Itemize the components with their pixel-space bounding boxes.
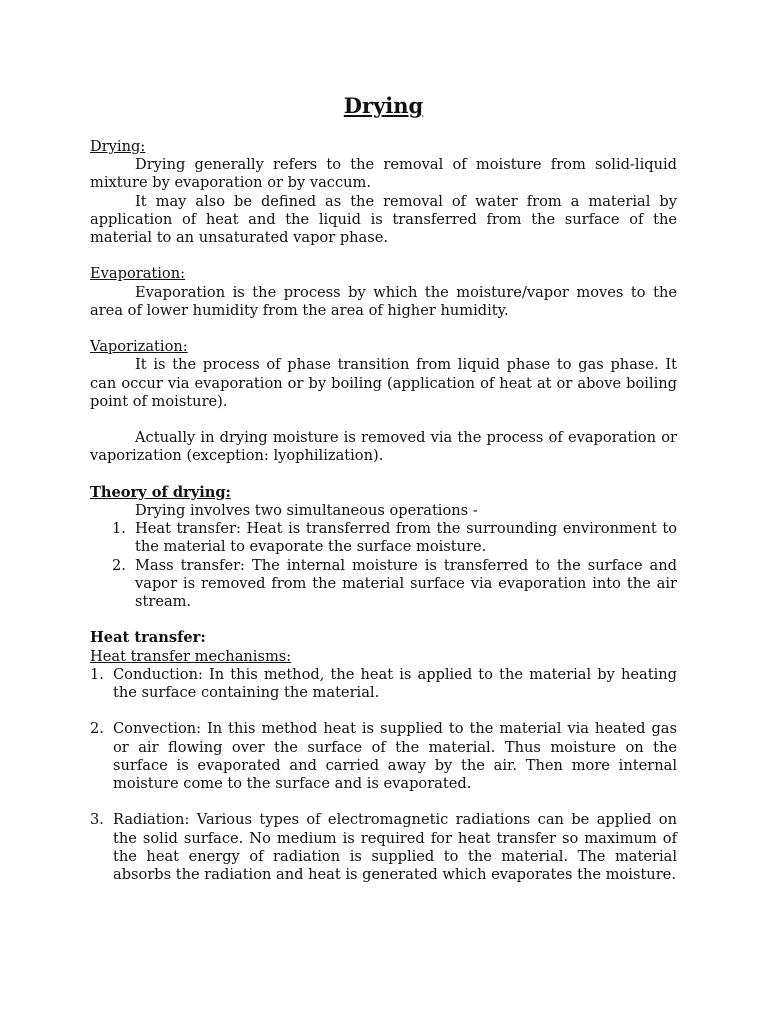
list-item-number: 1.	[112, 520, 126, 538]
theory-list	[90, 520, 677, 611]
section-heading-drying: Drying:	[90, 138, 146, 155]
list-item-text: Heat transfer: Heat is transferred from the surrounding environment to the material to evaporate the surface moisture.	[135, 520, 677, 556]
list-item-text: Convection: In this method heat is supplied to the material via heated gas or air flowing over the surface of the material. Thus moisture on the surface is evaporated and carried away by the air. Then more internal moisture come to the surface and is evaporated.	[113, 720, 677, 793]
subheading-heat-transfer-mechanisms: Heat transfer mechanisms:	[90, 647, 292, 665]
list-item	[90, 811, 677, 884]
list-item-number: 3.	[90, 811, 104, 829]
list-item	[90, 720, 677, 793]
list-item	[112, 520, 677, 556]
list-item	[112, 556, 677, 612]
spacer	[90, 466, 677, 484]
list-item-number: 2.	[90, 720, 104, 738]
paragraph-theory-intro: Drying involves two simultaneous operations -	[135, 502, 478, 519]
section-heading-vaporization: Vaporization:	[90, 338, 188, 356]
spacer	[90, 411, 677, 429]
spacer	[90, 320, 677, 338]
paragraph-drying-definition: Drying generally refers to the removal of moisture from solid-liquid mixture by evaporation or by vaccum.	[90, 156, 677, 192]
paragraph-vaporization-note: Actually in drying moisture is removed via the process of evaporation or vaporization (exception: lyophilization).	[90, 429, 677, 465]
section-heading-theory: Theory of drying:	[90, 483, 231, 501]
list-item	[90, 665, 677, 702]
spacer	[90, 247, 677, 265]
paragraph-drying-alt-definition: It may also be defined as the removal of water from a material by application of heat and the liquid is transferred from the surface of the material to an unsaturated vapor phase.	[90, 192, 677, 247]
section-heading-heat-transfer: Heat transfer:	[90, 629, 206, 647]
document-title: Drying	[343, 93, 424, 118]
list-item-text: Conduction: In this method, the heat is applied to the material by heating the surface containing the material.	[113, 665, 677, 702]
spacer	[90, 611, 677, 629]
paragraph-evaporation: Evaporation is the process by which the moisture/vapor moves to the area of lower humidity from the area of higher humidity.	[90, 283, 677, 319]
list-item-number: 1.	[90, 665, 104, 683]
document-page	[90, 92, 677, 884]
list-item-text: Mass transfer: The internal moisture is transferred to the surface and vapor is removed from the material surface via evaporation into the air stream.	[135, 556, 677, 611]
section-heading-evaporation: Evaporation:	[90, 265, 186, 283]
paragraph-vaporization: It is the process of phase transition from liquid phase to gas phase. It can occur via evaporation or by boiling (application of heat at or above boiling point of moisture).	[90, 356, 677, 410]
list-item-text: Radiation: Various types of electromagnetic radiations can be applied on the solid surface. No medium is required for heat transfer so maximum of the heat energy of radiation is supplied to the material. The material absorbs the radiation and heat is generated which evaporates the moisture.	[113, 811, 677, 884]
heat-transfer-mechanisms-list	[90, 666, 677, 884]
list-item-number: 2.	[112, 556, 126, 574]
